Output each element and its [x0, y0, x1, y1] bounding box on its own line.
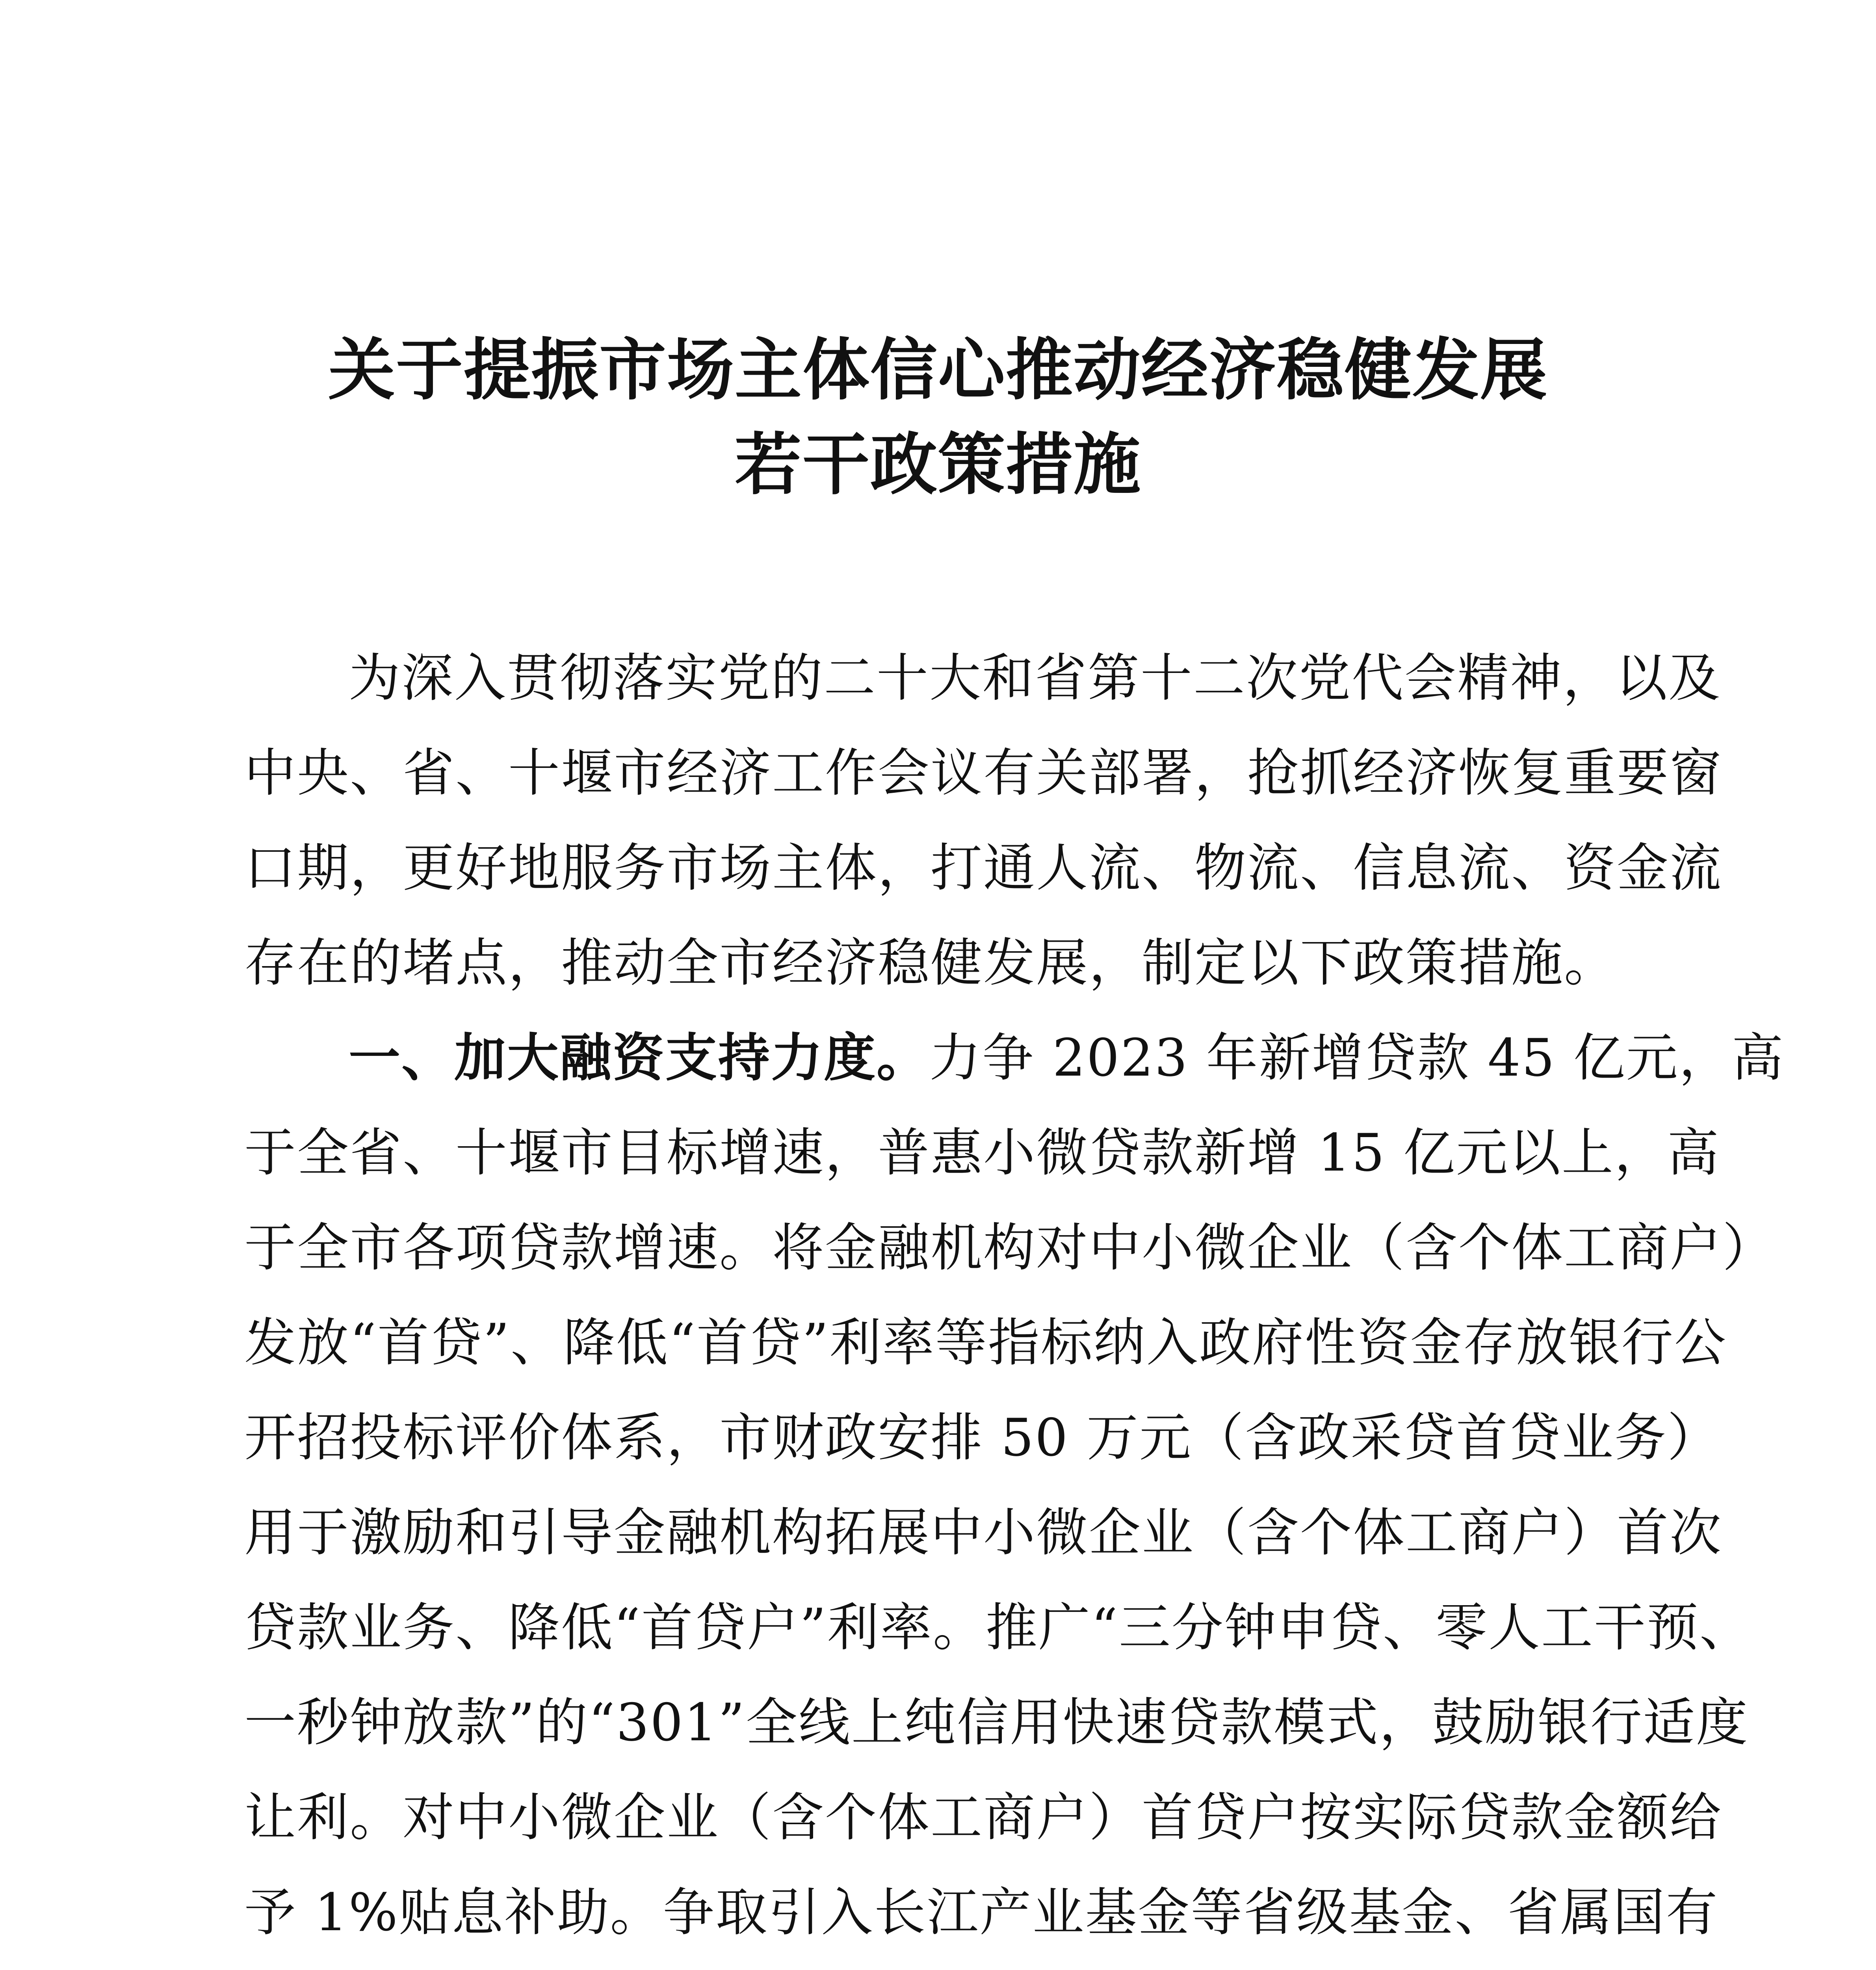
- paragraph-line: 发放“首贷”、降低“首贷”利率等指标纳入政府性资金存放银行公: [244, 1312, 1727, 1373]
- section-1-first-line-text: 力争 2023 年新增贷款 45 亿元，高: [929, 1028, 1785, 1088]
- paragraph-line: 让利。对中小微企业（含个体工商户）首贷户按实际贷款金额给: [244, 1787, 1723, 1847]
- paragraph-line: 于全省、十堰市目标增速，普惠小微贷款新增 15 亿元以上，高: [244, 1123, 1720, 1183]
- paragraph-line: 中央、省、十堰市经济工作会议有关部署，抢抓经济恢复重要窗: [244, 743, 1723, 803]
- paragraph-line: 予 1%贴息补助。争取引入长江产业基金等省级基金、省属国有: [244, 1882, 1719, 1942]
- paragraph-line: 一秒钟放款”的“301”全线上纯信用快速贷款模式，鼓励银行适度: [244, 1692, 1749, 1753]
- paragraph-line: 贷款业务、降低“首贷户”利率。推广“三分钟申贷、零人工干预、: [244, 1597, 1752, 1658]
- paragraph-line: [244, 1960, 1635, 1970]
- paragraph-line: 于全市各项贷款增速。将金融机构对中小微企业（含个体工商户）: [244, 1217, 1776, 1278]
- document-body: [244, 630, 1785, 1970]
- paragraph-line: 用于激励和引导金融机构拓展中小微企业（含个体工商户）首次: [244, 1502, 1723, 1563]
- title-line-1: 关于提振市场主体信心推动经济稳健发展: [328, 331, 1548, 409]
- section-1-heading: 一、加大融资支持力度。: [349, 1028, 930, 1088]
- paragraph-line: 存在的堵点，推动全市经济稳健发展，制定以下政策措施。: [244, 933, 1617, 993]
- paragraph-line: 为深入贯彻落实党的二十大和省第十二次党代会精神，以及: [349, 648, 1722, 708]
- paragraph-line: 开招投标评价体系，市财政安排 50 万元（含政采贷首贷业务）: [244, 1407, 1720, 1468]
- document-title: [0, 323, 1876, 512]
- paragraph-line: 口期，更好地服务市场主体，打通人流、物流、信息流、资金流: [244, 838, 1723, 898]
- section-1-first-line: [244, 1010, 1785, 1105]
- title-line-2: 若干政策措施: [734, 426, 1141, 504]
